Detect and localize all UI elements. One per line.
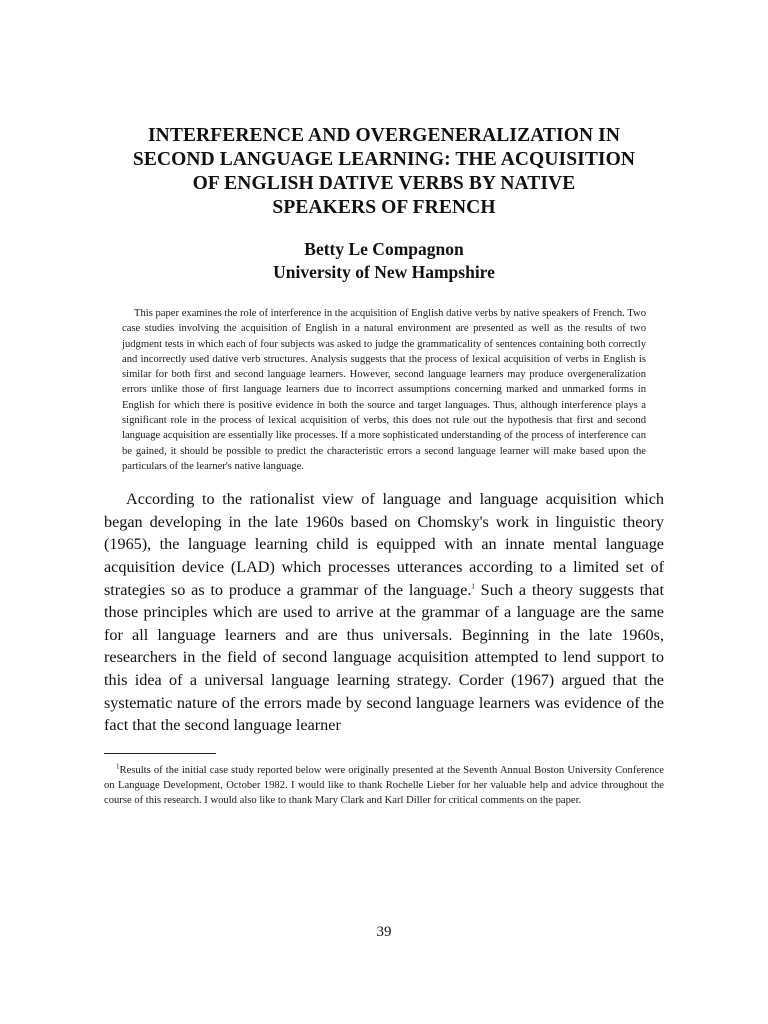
body-text-part-1: According to the rationalist view of language and language acquisition which began developing in the late 1960s based on Chomsky's work in linguistic theory (1965), the language learning child is equipped with an innate mental language acquisition device (LAD) which processes utterances according to a limited set of strategies so as to produce a grammar of the language. [104,490,664,599]
paper-title [104,124,664,220]
page-number: 39 [376,924,392,940]
body-text-part-2: Such a theory suggests that those principles which are used to arrive at the grammar of a language are the same for all language learners and are thus universals. Beginning in the late 1960s, researchers in the field of second language acquisition attempted to lend support to this idea of a universal language learning strategy. Corder (1967) argued that the systematic nature of the errors made by second language learners was evidence of the fact that the second language learner [104,580,664,735]
footnote-marker: 1 [116,762,120,771]
title-line-4: SPEAKERS OF FRENCH [272,197,496,218]
author-block [104,238,664,284]
title-line-1: INTERFERENCE AND OVERGENERALIZATION IN [147,125,621,146]
abstract: This paper examines the role of interference in the acquisition of English dative verbs by native speakers of French. Two case studies involving the acquisition of English in a natural environment are presented as well as the results of two judgment tests in which each of four subjects was asked to judge the grammaticality of sentences containing both correctly and incorrectly used dative verb structures. Analysis suggests that the process of lexical acquisition of verbs in English is similar for both first and second language learners. However, second language learners may produce overgeneralization errors unlike those of first language learners due to incorrect assumptions concerning marked and unmarked forms in English for which there is positive evidence in both the source and target languages. Thus, although interference plays a significant role in the process of lexical acquisition of verbs, this does not rule out the hypothesis that first and second language acquisition are essentially like processes. If a more sophisticated understanding of the process of interference can be gained, it should be possible to predict the characteristic errors a second language learner will make based upon the particulars of the learner's native language. [122,308,646,472]
author-name: Betty Le Compagnon [304,239,464,259]
body-paragraph [104,488,664,737]
page-content [104,124,664,819]
title-line-3: OF ENGLISH DATIVE VERBS BY NATIVE [192,173,576,194]
title-line-2: SECOND LANGUAGE LEARNING: THE ACQUISITION [132,149,636,170]
author-affiliation: University of New Hampshire [273,262,495,282]
footnote-text: Results of the initial case study reported below were originally presented at the Seventh Annual Boston University Conference on Language Development, October 1982. I would like to thank Rochelle Lieber for her valuable help and advice throughout the course of this research. I would also like to thank Mary Clark and Karl Diller for critical comments on the paper. [104,764,664,806]
footnote-reference[interactable]: 1 [471,582,475,591]
footnote [104,764,664,808]
footnote-divider [104,753,216,754]
